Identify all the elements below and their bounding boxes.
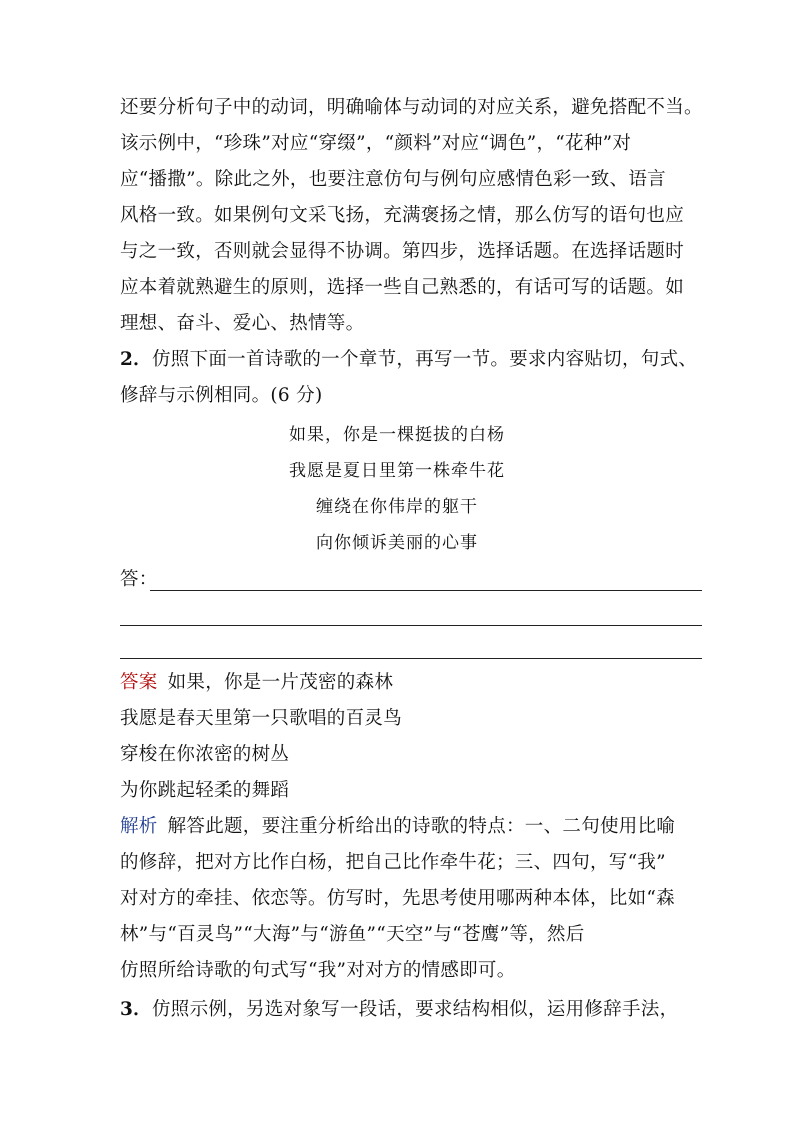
answer-text-1: 如果，你是一片茂密的森林	[167, 672, 394, 693]
para1-line-2: 该示例中，“珍珠”对应“穿缀”，“颜料”对应“调色”，“花种”对	[120, 133, 632, 154]
para1-line-5: 与之一致，否则就会显得不协调。第四步，选择话题。在选择话题时	[120, 241, 685, 262]
question-2-line-2: 修辞与示例相同。(6 分)	[120, 385, 323, 406]
answer-line-3: 穿梭在你浓密的树丛	[120, 744, 290, 765]
question-3-line-1	[120, 993, 705, 1027]
para1-line-6: 应本着就熟避生的原则，选择一些自己熟悉的，有话可写的话题。如	[120, 277, 685, 298]
para1-line-3: 应“播撒”。除此之外，也要注意仿句与例句应感情色彩一致、语言	[120, 169, 666, 190]
analysis-text-1: 解答此题，要注重分析给出的诗歌的特点：一、二句使用比喻	[167, 816, 676, 837]
analysis-line-3: 对对方的牵挂、依恋等。仿写时，先思考使用哪两种本体，比如“森	[120, 888, 675, 909]
question-2-text-1: 仿照下面一首诗歌的一个章节，再写一节。要求内容贴切，句式、	[151, 349, 698, 370]
question-2-number: 2．	[120, 349, 152, 370]
analysis-line-5: 仿照所给诗歌的句式写“我”对对方的情感即可。	[120, 960, 516, 981]
question-2-line-1	[120, 343, 705, 377]
answer-line-2: 我愿是春天里第一只歌唱的百灵鸟	[120, 708, 403, 729]
answer-blank-line-2[interactable]	[120, 625, 702, 626]
para1-line-1: 还要分析句子中的动词，明确喻体与动词的对应关系，避免搭配不当。	[120, 97, 703, 118]
poem-line-1: 如果，你是一棵挺拔的白杨	[289, 425, 505, 445]
question-3-number: 3．	[120, 999, 152, 1020]
poem-line-2: 我愿是夏日里第一株牵牛花	[289, 461, 505, 481]
poem-line-4: 向你倾诉美丽的心事	[316, 533, 478, 553]
poem-line-3: 缠绕在你伟岸的躯干	[316, 497, 478, 517]
analysis-line-1	[120, 810, 705, 844]
analysis-line-4: 林”与“百灵鸟”“大海”与“游鱼”“天空”与“苍鹰”等，然后	[120, 924, 585, 945]
analysis-label: 解析	[120, 816, 158, 837]
para1-line-7: 理想、奋斗、爱心、热情等。	[120, 313, 365, 334]
answer-line-4: 为你跳起轻柔的舞蹈	[120, 780, 290, 801]
answer-blank-line-3[interactable]	[120, 658, 702, 659]
analysis-line-2: 的修辞，把对方比作白杨，把自己比作牵牛花；三、四句，写“我”	[120, 852, 666, 873]
answer-label: 答案	[120, 672, 158, 693]
answer-line-1	[120, 666, 705, 700]
answer-prompt: 答：	[120, 569, 158, 590]
question-3-text-1: 仿照示例，另选对象写一段话，要求结构相似，运用修辞手法，	[151, 999, 679, 1020]
answer-blank-line-1[interactable]	[150, 590, 702, 591]
para1-line-4: 风格一致。如果例句文采飞扬，充满褒扬之情，那么仿写的语句也应	[120, 205, 685, 226]
